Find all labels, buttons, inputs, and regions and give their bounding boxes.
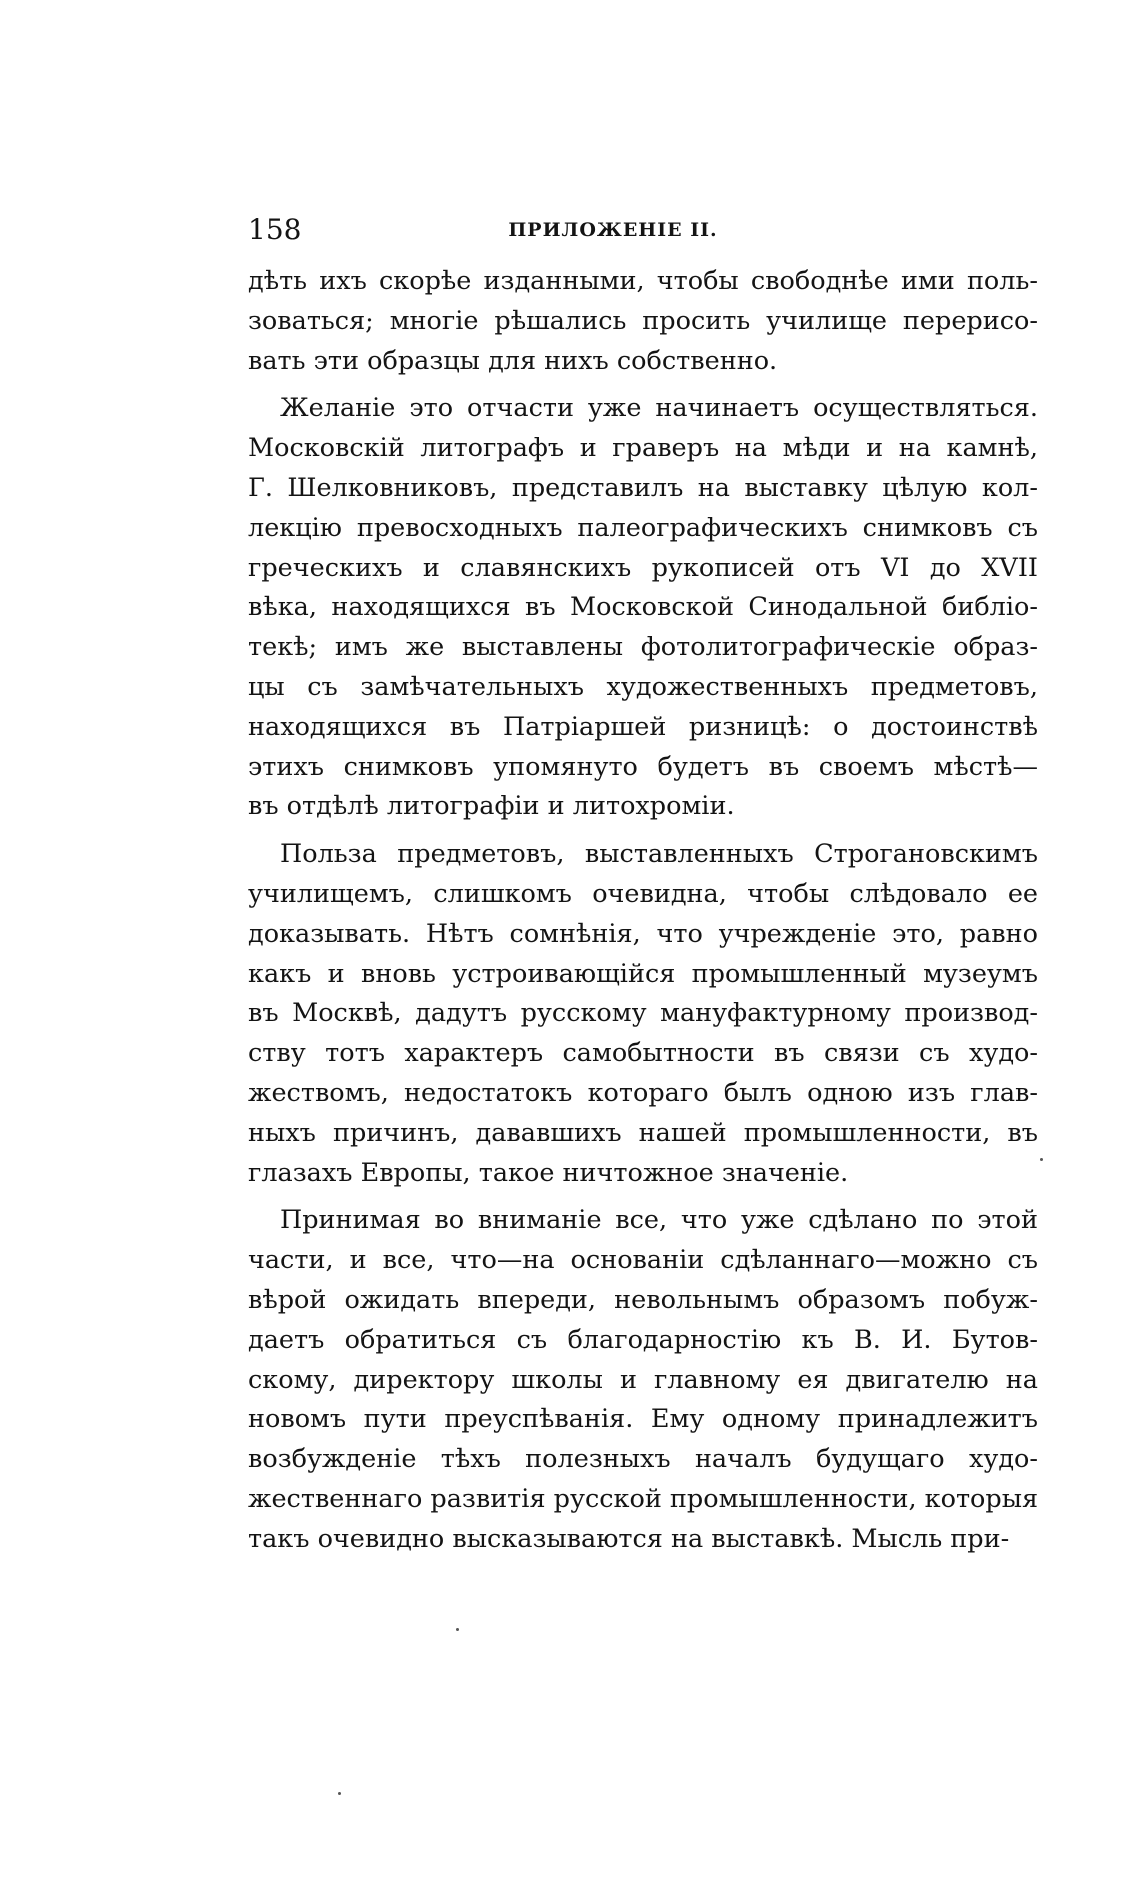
text-line: текѣ; имъ же выставлены фотолитографическіе образ- xyxy=(248,632,1038,663)
text-line: жественнаго развитія русской промышленности, которыя xyxy=(248,1483,1039,1514)
text-line: такъ очевидно высказываются на выставкѣ. Мысль при- xyxy=(248,1523,1010,1554)
text-line: жествомъ, недостатокъ котораго былъ одною изъ глав- xyxy=(248,1077,1038,1108)
text-line: цы съ замѣчательныхъ художественныхъ предметовъ, xyxy=(248,671,1038,702)
text-line: Желаніе это отчасти уже начинаетъ осуществляться. xyxy=(280,393,1038,424)
text-line: Принимая во вниманіе все, что уже сдѣлано по этой xyxy=(280,1205,1038,1236)
text-line: возбужденіе тѣхъ полезныхъ началъ будущаго худо- xyxy=(248,1444,1038,1475)
paper-speck xyxy=(338,1792,341,1795)
text-line: дѣть ихъ скорѣе изданными, чтобы свободнѣе ими поль- xyxy=(248,266,1038,296)
text-line: находящихся въ Патріаршей ризницѣ: о достоинствѣ xyxy=(248,711,1038,742)
paragraph xyxy=(248,262,1038,381)
text-line: Московскій литографъ и граверъ на мѣди и на камнѣ, xyxy=(248,433,1038,464)
text-line: доказывать. Нѣтъ сомнѣнія, что учрежденіе это, равно xyxy=(248,918,1038,949)
text-line: въ отдѣлѣ литографіи и литохроміи. xyxy=(248,791,735,822)
text-line: зоваться; многіе рѣшались просить училище перерисо- xyxy=(248,305,1038,336)
text-line: лекцію превосходныхъ палеографическихъ снимковъ съ xyxy=(248,512,1038,543)
text-line: вѣрой ожидать впереди, невольнымъ образомъ побуж- xyxy=(248,1284,1038,1315)
page-number: 158 xyxy=(248,213,302,246)
paper-speck xyxy=(456,1628,459,1631)
text-line: Польза предметовъ, выставленныхъ Строгановскимъ xyxy=(280,839,1038,870)
paragraph xyxy=(248,389,1038,827)
running-head: ПРИЛОЖЕНІЕ II. xyxy=(508,219,718,241)
body-text xyxy=(248,262,1038,1560)
text-line: ныхъ причинъ, дававшихъ нашей промышленности, въ xyxy=(248,1117,1038,1148)
text-line: новомъ пути преуспѣванія. Ему одному принадлежитъ xyxy=(248,1404,1038,1435)
text-line: скому, директору школы и главному ея двигателю на xyxy=(248,1364,1038,1395)
text-line: вать эти образцы для нихъ собственно. xyxy=(248,345,778,376)
text-line: ству тотъ характеръ самобытности въ связи съ худо- xyxy=(248,1038,1038,1069)
text-line: глазахъ Европы, такое ничтожное значеніе. xyxy=(248,1157,849,1188)
text-line: какъ и вновь устроивающійся промышленный музеумъ xyxy=(248,958,1038,989)
page-header xyxy=(248,212,1038,248)
text-line: вѣка, находящихся въ Московской Синодальной библіо- xyxy=(248,592,1038,623)
paragraph xyxy=(248,835,1038,1193)
text-line: въ Москвѣ, дадутъ русскому мануфактурному производ- xyxy=(248,998,1038,1029)
text-line: части, и все, что—на основаніи сдѣланнаго—можно съ xyxy=(248,1245,1038,1276)
text-line: Г. Шелковниковъ, представилъ на выставку цѣлую кол- xyxy=(248,472,1038,503)
text-line: училищемъ, слишкомъ очевидна, чтобы слѣдовало ее xyxy=(248,878,1038,909)
paper-speck xyxy=(1040,1158,1043,1161)
text-line: этихъ снимковъ упомянуто будетъ въ своемъ мѣстѣ— xyxy=(248,751,1038,782)
text-line: даетъ обратиться съ благодарностію къ В. И. Бутов- xyxy=(248,1324,1038,1355)
text-line: греческихъ и славянскихъ рукописей отъ VI до XVII xyxy=(248,552,1038,583)
paragraph xyxy=(248,1201,1038,1559)
